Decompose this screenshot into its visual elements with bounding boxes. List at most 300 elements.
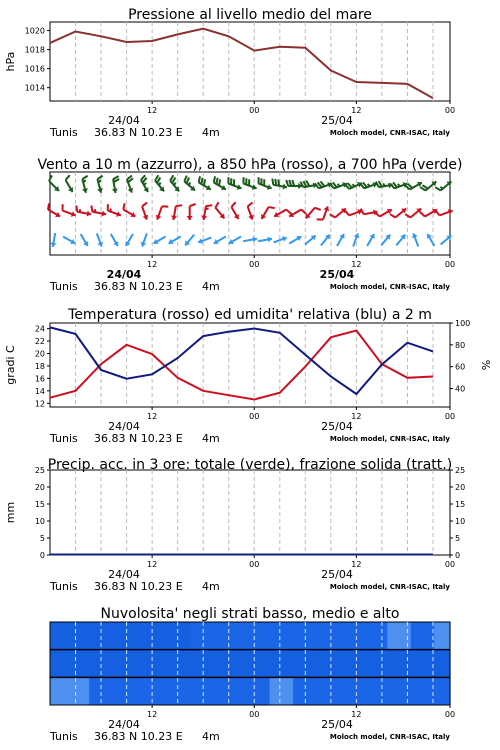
cloud-cell (372, 650, 380, 678)
wind-barb (367, 234, 375, 246)
cloud-cell (223, 622, 231, 650)
wind-barb (215, 202, 224, 218)
wind-barb (184, 176, 195, 191)
cloud-cell (50, 622, 58, 650)
model-credit: Moloch model, CNR-ISAC, Italy (329, 283, 450, 291)
x-tick-label: 00 (444, 560, 456, 569)
wind-barb (306, 208, 321, 219)
coords-label: 36.83 N 10.23 E (94, 580, 183, 593)
date-label: 25/04 (321, 420, 353, 433)
coords-label: 36.83 N 10.23 E (94, 432, 183, 445)
wind-barb (171, 205, 182, 220)
cloud-cell (144, 622, 152, 650)
date-label: 24/04 (108, 718, 140, 731)
cloud-cell (58, 622, 66, 650)
wind-head (268, 237, 272, 243)
wind-feather (248, 202, 253, 206)
cloud-cell (419, 677, 427, 705)
wind-barb (274, 210, 291, 218)
cloud-cell (168, 650, 176, 678)
cloud-cell (168, 677, 176, 705)
cloud-cell (293, 650, 301, 678)
x-tick-label: 00 (444, 710, 456, 719)
cloud-cell (317, 650, 325, 678)
y-axis-label: hPa (4, 51, 17, 72)
date-label: 24/04 (106, 268, 142, 281)
cloud-cell (317, 622, 325, 650)
cloud-cell (293, 677, 301, 705)
wind-barb (258, 177, 271, 190)
wind-feather (286, 210, 291, 214)
model-credit: Moloch model, CNR-ISAC, Italy (329, 733, 450, 741)
wind-barb (123, 203, 135, 217)
date-label: 24/04 (108, 568, 140, 581)
y-tick-label: 1020 (24, 26, 45, 36)
elevation-label: 4m (202, 432, 220, 445)
date-label: 25/04 (321, 718, 353, 731)
cloud-cell (270, 622, 278, 650)
wind-barb (49, 175, 59, 191)
plot-frame (50, 323, 450, 407)
cloud-cell (175, 677, 183, 705)
wind-barb (405, 182, 422, 190)
cloud-cell (426, 677, 434, 705)
wind-barb (420, 209, 437, 217)
wind-head (112, 188, 118, 192)
wind-barb (258, 237, 272, 243)
wind-feather (190, 204, 196, 206)
cloud-cell (207, 650, 215, 678)
x-tick-label: 12 (351, 710, 362, 719)
y-tick-label: 22 (34, 337, 45, 347)
wind-barb (185, 235, 194, 246)
cloud-cell (442, 622, 450, 650)
y-axis-label-right: % (480, 359, 493, 371)
wind-barb (187, 204, 196, 220)
chart-title: Temperatura (rosso) ed umidita' relativa (blu) a 2 m (68, 307, 432, 323)
wind-barb (111, 234, 119, 246)
x-tick-label: 12 (351, 560, 362, 569)
wind-head (102, 211, 106, 217)
wind-barb (286, 180, 302, 189)
cloud-cell (113, 650, 121, 678)
cloud-cell (105, 650, 113, 678)
cloud-cell (230, 677, 238, 705)
x-tick-label: 00 (444, 106, 456, 115)
cloud-cell (340, 622, 348, 650)
wind-feather (383, 183, 385, 186)
wind-feather (199, 176, 200, 182)
y-tick-label: 10 (34, 517, 45, 526)
cloud-cell (434, 677, 442, 705)
cloud-cell (152, 650, 160, 678)
cloud-cell (340, 677, 348, 705)
cloud-panel (49, 606, 455, 743)
x-tick-label: 12 (147, 710, 158, 719)
cloud-cell (332, 677, 340, 705)
wind-feather (66, 175, 70, 180)
y-tick-label-right: 100 (455, 319, 471, 328)
cloud-cell (325, 677, 333, 705)
cloud-cell (58, 677, 66, 705)
cloud-cell (160, 677, 168, 705)
cloud-cell (379, 622, 387, 650)
cloud-cell (254, 677, 262, 705)
cloud-cell (175, 650, 183, 678)
cloud-cell (223, 650, 231, 678)
cloud-cell (387, 677, 395, 705)
cloud-cell (136, 622, 144, 650)
wind-barb (412, 233, 418, 246)
wind-feather (219, 179, 220, 185)
wind-feather (176, 205, 182, 206)
cloud-cell (442, 677, 450, 705)
cloud-cell (191, 650, 199, 678)
model-credit: Moloch model, CNR-ISAC, Italy (329, 129, 450, 137)
cloud-cell (128, 677, 136, 705)
cloud-cell (50, 677, 58, 705)
cloud-cell (215, 677, 223, 705)
pressure-panel (4, 7, 455, 139)
wind-feather (435, 210, 439, 215)
coords-label: 36.83 N 10.23 E (94, 280, 183, 293)
cloud-cell (348, 622, 356, 650)
cloud-cell (215, 622, 223, 650)
cloud-cell (66, 677, 74, 705)
wind-barb (76, 206, 91, 217)
cloud-cell (364, 677, 372, 705)
wind-barb (155, 175, 164, 191)
wind-feather (215, 202, 218, 207)
wind-feather (315, 208, 321, 210)
wind-barb (170, 175, 179, 191)
cloud-cell (325, 622, 333, 650)
location-label: Tunis (50, 126, 78, 139)
wind-barb (97, 176, 103, 193)
wind-barb (248, 202, 254, 219)
wind-barb (156, 206, 169, 219)
wind-barb (112, 176, 119, 193)
cloud-cell (152, 677, 160, 705)
cloud-cell (434, 622, 442, 650)
wind-barb (321, 235, 330, 246)
wind-feather (48, 203, 49, 209)
cloud-cell (270, 650, 278, 678)
cloud-cell (395, 677, 403, 705)
wind-feather (174, 183, 176, 186)
cloud-cell (426, 622, 434, 650)
precipitation-panel (4, 457, 465, 593)
cloud-cell (207, 622, 215, 650)
y-tick-label-right: 60 (455, 362, 466, 372)
plot-frame (50, 470, 450, 555)
wind-feather (216, 178, 217, 184)
wind-barb (127, 175, 133, 192)
wind-feather (231, 202, 235, 207)
x-tick-label: 12 (351, 106, 362, 115)
wind-feather (269, 207, 275, 208)
y-tick-label: 25 (34, 466, 45, 475)
wind-feather (201, 178, 202, 184)
cloud-cell (168, 622, 176, 650)
wind-barb (381, 235, 390, 246)
wind-panel (37, 157, 462, 293)
cloud-cell (309, 650, 317, 678)
wind-feather (352, 184, 354, 186)
cloud-cell (434, 650, 442, 678)
cloud-cell (238, 650, 246, 678)
cloud-cell (285, 622, 293, 650)
date-label: 24/04 (108, 420, 140, 433)
cloud-cell (113, 677, 121, 705)
coords-label: 36.83 N 10.23 E (94, 730, 183, 743)
cloud-cell (215, 650, 223, 678)
wind-feather (440, 187, 443, 189)
wind-barb (81, 234, 89, 246)
location-label: Tunis (50, 730, 78, 743)
cloud-cell (238, 677, 246, 705)
cloud-cell (325, 650, 333, 678)
elevation-label: 4m (202, 730, 220, 743)
y-tick-label-right: 5 (455, 534, 461, 543)
x-tick-label: 00 (249, 560, 260, 569)
y-tick-label: 24 (34, 324, 45, 334)
elevation-label: 4m (202, 580, 220, 593)
cloud-cell (89, 622, 97, 650)
wind-barb (330, 209, 346, 218)
chart-title: Pressione al livello medio del mare (128, 7, 372, 23)
wind-barb (420, 182, 436, 191)
wind-feather (76, 206, 77, 212)
cloud-cell (183, 677, 191, 705)
cloud-cell (74, 650, 82, 678)
wind-feather (187, 178, 189, 184)
cloud-cell (136, 650, 144, 678)
cloud-cell (113, 622, 121, 650)
wind-feather (49, 175, 52, 181)
cloud-cell (121, 622, 129, 650)
cloud-cell (262, 650, 270, 678)
cloud-cell (426, 650, 434, 678)
x-tick-label: 12 (147, 412, 158, 421)
wind-feather (375, 212, 380, 216)
x-tick-label: 12 (147, 560, 158, 569)
y-tick-label: 1016 (24, 64, 45, 74)
wind-feather (97, 176, 102, 179)
date-label: 25/04 (321, 568, 353, 581)
cloud-cell (293, 622, 301, 650)
cloud-cell (332, 650, 340, 678)
y-tick-label: 0 (39, 551, 45, 560)
cloud-cell (89, 677, 97, 705)
wind-feather (272, 179, 273, 185)
date-label: 25/04 (319, 268, 355, 281)
cloud-cell (332, 622, 340, 650)
cloud-cell (387, 622, 395, 650)
x-tick-label: 12 (351, 412, 362, 421)
x-tick-label: 12 (147, 106, 158, 115)
wind-barb (315, 181, 332, 188)
wind-barb (289, 210, 306, 218)
wind-barb (435, 209, 452, 215)
x-tick-label: 00 (249, 710, 260, 719)
wind-barb (199, 176, 211, 190)
wind-feather (361, 209, 364, 215)
cloud-cell (66, 622, 74, 650)
wind-head (201, 215, 207, 219)
wind-barb (108, 204, 121, 217)
cloud-cell (442, 650, 450, 678)
wind-head (171, 215, 177, 219)
y-tick-label: 12 (34, 399, 45, 409)
wind-barb (360, 182, 377, 188)
cloud-cell (128, 622, 136, 650)
cloud-cell (372, 677, 380, 705)
wind-barb (390, 209, 406, 218)
x-tick-label: 00 (444, 412, 456, 421)
pressure-line (50, 29, 433, 98)
cloud-cell (262, 622, 270, 650)
wind-head (51, 242, 57, 246)
chart-title: Vento a 10 m (azzurro), a 850 hPa (rosso), a 700 hPa (verde) (37, 157, 463, 173)
cloud-cell (136, 677, 144, 705)
chart-title: Precip. acc. in 3 ore: totale (verde), frazione solida (tratt.) (47, 457, 453, 473)
cloud-cell (81, 677, 89, 705)
cloud-cell (364, 622, 372, 650)
cloud-cell (191, 622, 199, 650)
x-tick-label: 00 (249, 260, 260, 269)
cloud-cell (395, 650, 403, 678)
cloud-cell (105, 622, 113, 650)
cloud-cell (230, 650, 238, 678)
elevation-label: 4m (202, 280, 220, 293)
wind-feather (420, 212, 425, 216)
location-label: Tunis (50, 580, 78, 593)
wind-feather (91, 206, 92, 212)
cloud-cell (191, 677, 199, 705)
cloud-cell (74, 677, 82, 705)
y-tick-label: 20 (34, 483, 45, 492)
cloud-cell (356, 650, 364, 678)
x-tick-label: 00 (249, 106, 260, 115)
elevation-label: 4m (202, 126, 220, 139)
wind-barb (198, 238, 211, 244)
cloud-cell (356, 622, 364, 650)
temperature-line (50, 331, 433, 400)
wind-barb (396, 235, 405, 246)
plot-frame (50, 22, 450, 101)
cloud-cell (356, 677, 364, 705)
cloud-cell (105, 677, 113, 705)
cloud-cell (411, 622, 419, 650)
cloud-cell (246, 650, 254, 678)
cloud-cell (348, 677, 356, 705)
wind-barb (390, 182, 407, 188)
cloud-cell (254, 650, 262, 678)
wind-feather (82, 176, 87, 179)
cloud-cell (50, 650, 58, 678)
cloud-cell (81, 622, 89, 650)
y-tick-label-right: 25 (455, 466, 466, 475)
wind-feather (189, 182, 190, 185)
cloud-cell (230, 622, 238, 650)
wind-feather (278, 180, 279, 186)
cloud-cell (175, 622, 183, 650)
cloud-cell (144, 677, 152, 705)
cloud-cell (411, 650, 419, 678)
cloud-cell (81, 650, 89, 678)
wind-feather (214, 176, 215, 182)
cloud-cell (246, 622, 254, 650)
wind-feather (206, 205, 212, 206)
wind-feather (159, 183, 161, 186)
cloud-cell (183, 650, 191, 678)
cloud-cell (411, 677, 419, 705)
wind-barb (231, 202, 239, 219)
wind-feather (275, 179, 276, 185)
chart-title: Nuvolosita' negli strati basso, medio e alto (100, 606, 400, 622)
y-tick-label-right: 40 (455, 384, 466, 394)
cloud-cell (419, 622, 427, 650)
y-tick-label: 5 (39, 534, 45, 543)
temp-humidity-panel (4, 307, 493, 445)
date-label: 24/04 (108, 114, 140, 127)
wind-barb (141, 175, 149, 192)
cloud-cell (379, 677, 387, 705)
wind-feather (204, 179, 205, 185)
wind-barb (361, 209, 378, 216)
coords-label: 36.83 N 10.23 E (94, 126, 183, 139)
cloud-cell (364, 650, 372, 678)
cloud-cell (309, 622, 317, 650)
y-tick-label: 20 (34, 349, 45, 359)
wind-barb (214, 237, 226, 245)
cloud-cell (207, 677, 215, 705)
cloud-cell (66, 650, 74, 678)
y-tick-label-right: 80 (455, 340, 466, 350)
cloud-cell (89, 650, 97, 678)
y-tick-label-right: 15 (455, 500, 466, 509)
cloud-cell (238, 622, 246, 650)
cloud-cell (372, 622, 380, 650)
y-tick-label: 14 (34, 386, 45, 396)
cloud-cell (309, 677, 317, 705)
wind-head (87, 211, 91, 217)
y-tick-label: 18 (34, 361, 45, 371)
wind-barb (141, 233, 147, 246)
cloud-cell (270, 677, 278, 705)
x-tick-label: 12 (351, 260, 362, 269)
y-tick-label: 1018 (24, 45, 45, 55)
cloud-cell (254, 622, 262, 650)
cloud-cell (121, 677, 129, 705)
wind-barb (169, 237, 181, 245)
date-label: 25/04 (321, 114, 353, 127)
cloud-cell (285, 677, 293, 705)
cloud-cell (317, 677, 325, 705)
wind-barb (153, 237, 165, 245)
cloud-cell (348, 650, 356, 678)
wind-barb (345, 182, 362, 189)
x-tick-label: 12 (147, 260, 158, 269)
cloud-cell (160, 622, 168, 650)
cloud-cell (58, 650, 66, 678)
wind-feather (286, 180, 288, 186)
cloud-cell (340, 650, 348, 678)
cloud-cell (121, 650, 129, 678)
wind-feather (142, 202, 147, 206)
wind-feather (123, 203, 124, 209)
